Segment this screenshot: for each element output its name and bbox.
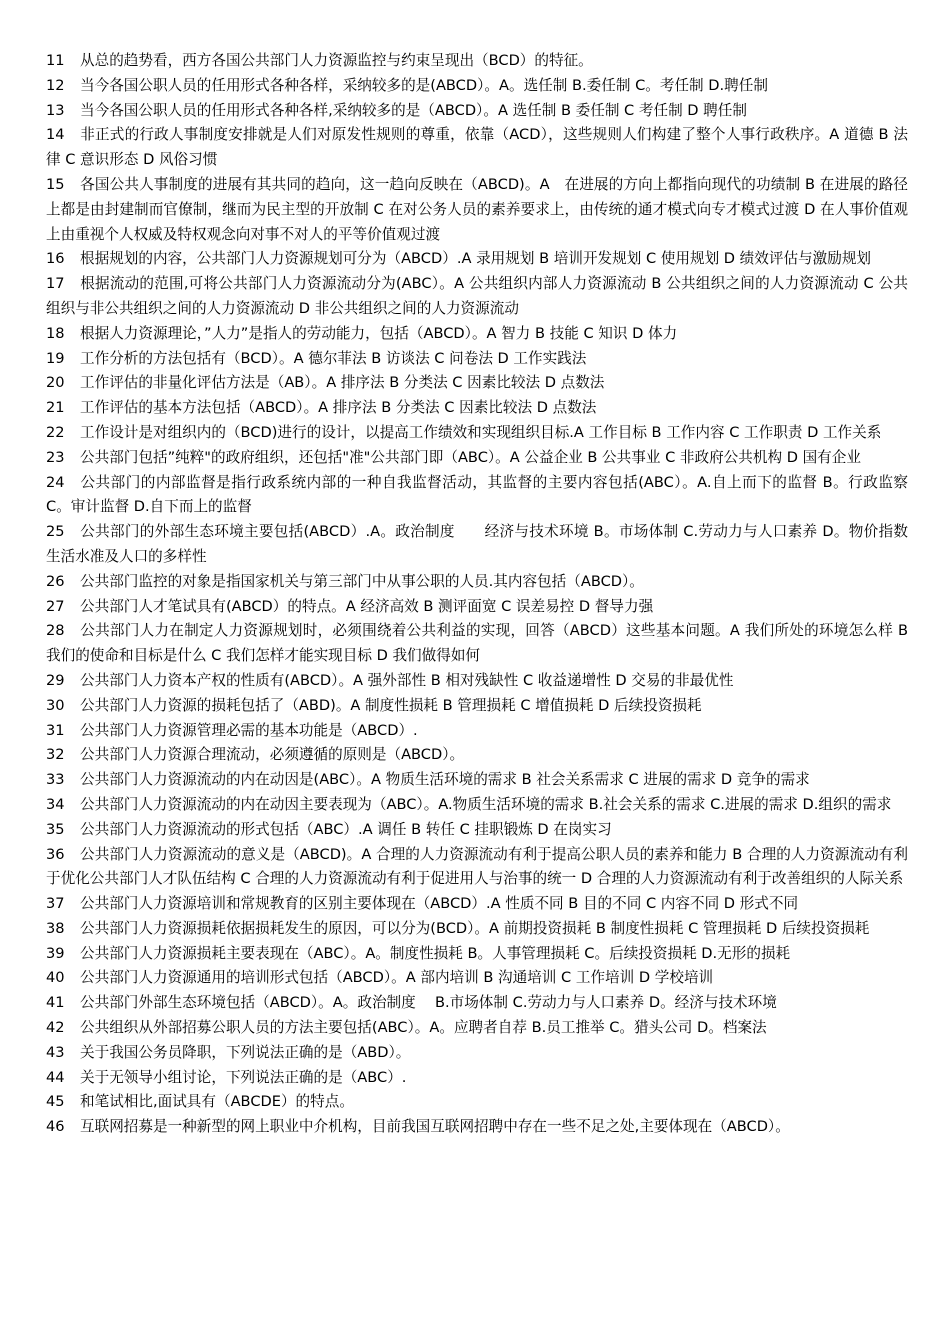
question-text: 公共部门的外部生态环境主要包括(ABCD）.A。政治制度 经济与技术环境 B。市场体制 C.劳动力与人口素养 D。物价指数 生活水准及人口的多样性 [46, 523, 908, 565]
question-item [46, 1016, 908, 1041]
question-item [46, 669, 908, 694]
question-text: 工作分析的方法包括有（BCD）。A 德尔菲法 B 访谈法 C 问卷法 D 工作实践法 [80, 349, 587, 367]
question-text: 公共部门人力资源流动的形式包括（ABC）.A 调任 B 转任 C 挂职锻炼 D 在岗实习 [80, 820, 612, 838]
question-number: 44 [46, 1068, 65, 1086]
question-item [46, 768, 908, 793]
question-text: 公共部门人力资源培训和常规教育的区别主要体现在（ABCD）.A 性质不同 B 目的不同 C 内容不同 D 形式不同 [80, 895, 799, 913]
question-text: 互联网招募是一种新型的网上职业中介机构，目前我国互联网招聘中存在一些不足之处,主要体现在（ABCD）。 [80, 1118, 790, 1136]
question-text: 公共部门人力资源合理流动，必须遵循的原则是（ABCD）。 [80, 746, 465, 764]
question-text: 根据人力资源理论，”人力”是指人的劳动能力，包括（ABCD）。A 智力 B 技能 C 知识 D 体力 [80, 324, 678, 342]
question-text: 工作评估的基本方法包括（ABCD）。A 排序法 B 分类法 C 因素比较法 D 点数法 [80, 399, 597, 417]
question-text: 公共部门人力资源流动的内在动因是(ABC）。A 物质生活环境的需求 B 社会关系需求 C 进展的需求 D 竞争的需求 [80, 771, 810, 789]
question-text: 关于我国公务员降职，下列说法正确的是（ABD）。 [80, 1043, 411, 1061]
question-number: 29 [46, 671, 65, 689]
question-text: 当今各国公职人员的任用形式各种各样，采纳较多的是(ABCD）。A。选任制 B.委任制 C。考任制 D.聘任制 [80, 76, 768, 94]
question-item [46, 347, 908, 372]
question-text: 公共部门人才笔试具有(ABCD）的特点。A 经济高效 B 测评面宽 C 误差易控 D 督导力强 [80, 597, 654, 615]
question-number: 43 [46, 1043, 65, 1061]
question-item [46, 917, 908, 942]
question-number: 34 [46, 795, 65, 813]
question-text: 公共部门人力资本产权的性质有(ABCD）。A 强外部性 B 相对残缺性 C 收益递增性 D 交易的非最优性 [80, 671, 734, 689]
question-number: 11 [46, 52, 65, 69]
question-number: 30 [46, 696, 65, 714]
question-item [46, 99, 908, 124]
question-list [46, 49, 908, 1140]
question-text: 公共组织从外部招募公职人员的方法主要包括(ABC）。A。应聘者自荐 B.员工推举 C。猎头公司 D。档案法 [80, 1019, 767, 1037]
question-item [46, 247, 908, 272]
question-item [46, 619, 908, 669]
question-item [46, 892, 908, 917]
question-item [46, 942, 908, 967]
question-text: 和笔试相比,面试具有（ABCDE）的特点。 [80, 1093, 354, 1111]
question-number: 22 [46, 423, 65, 441]
question-text: 公共部门人力资源的损耗包括了（ABD)。A 制度性损耗 B 管理损耗 C 增值损耗 D 后续投资损耗 [80, 696, 702, 714]
question-item [46, 123, 908, 173]
question-number: 35 [46, 820, 65, 838]
question-number: 23 [46, 448, 65, 466]
question-item [46, 966, 908, 991]
question-text: 非正式的行政人事制度安排就是人们对原发性规则的尊重，依靠（ACD），这些规则人们构建了整个人事行政秩序。A 道德 B 法律 C 意识形态 D 风俗习惯 [46, 126, 908, 169]
question-number: 36 [46, 845, 65, 863]
question-item [46, 743, 908, 768]
question-text: 各国公共人事制度的进展有其共同的趋向，这一趋向反映在（ABCD)。A 在进展的方向上都指向现代的功绩制 B 在进展的路径上都是由封建制而官僚制，继而为民主型的开放制 C 在对公务人员的素养要求上，由传统的通才模式向专才模式过渡 D 在人事价值观上由重视个人权威及特权观念向对事不对人的平等价值观过渡 [46, 175, 908, 243]
question-item [46, 793, 908, 818]
question-number: 13 [46, 101, 65, 119]
question-text: 公共部门包括”纯粹"的政府组织，还包括"准"公共部门即（ABC）。A 公益企业 B 公共事业 C 非政府公共机构 D 国有企业 [80, 448, 861, 466]
question-item [46, 322, 908, 347]
question-text: 公共部门人力资源管理必需的基本功能是（ABCD）. [80, 721, 418, 739]
question-number: 41 [46, 994, 65, 1012]
question-item [46, 843, 908, 893]
question-number: 28 [46, 622, 65, 640]
question-item [46, 520, 908, 570]
question-number: 42 [46, 1019, 65, 1037]
question-item [46, 371, 908, 396]
question-text: 关于无领导小组讨论，下列说法正确的是（ABC）. [80, 1068, 407, 1086]
question-item [46, 446, 908, 471]
question-item [46, 173, 908, 247]
question-item [46, 1066, 908, 1091]
question-item [46, 694, 908, 719]
question-text: 从总的趋势看，西方各国公共部门人力资源监控与约束呈现出（BCD）的特征。 [80, 52, 593, 69]
question-number: 17 [46, 275, 65, 293]
question-number: 18 [46, 324, 65, 342]
question-number: 32 [46, 746, 65, 764]
question-number: 38 [46, 919, 65, 937]
question-number: 15 [46, 175, 65, 193]
question-item [46, 719, 908, 744]
question-number: 45 [46, 1093, 65, 1111]
question-text: 公共部门的内部监督是指行政系统内部的一种自我监督活动，其监督的主要内容包括(ABC）。A.自上而下的监督 B。行政监察 C。审计监督 D.自下而上的监督 [46, 473, 908, 516]
question-text: 公共部门人力资源通用的培训形式包括（ABCD）。A 部内培训 B 沟通培训 C 工作培训 D 学校培训 [80, 969, 714, 987]
question-number: 37 [46, 895, 65, 913]
question-number: 12 [46, 76, 65, 94]
question-item [46, 396, 908, 421]
question-number: 31 [46, 721, 65, 739]
question-item [46, 818, 908, 843]
question-item [46, 421, 908, 446]
question-number: 24 [46, 473, 65, 491]
question-item [46, 471, 908, 521]
question-text: 公共部门人力资源流动的意义是（ABCD)。A 合理的人力资源流动有利于提高公职人员的素养和能力 B 合理的人力资源流动有利于优化公共部门人才队伍结构 C 合理的人力资源流动有利于促进用人与治事的统一 D 合理的人力资源流动有利于改善组织的人际关系 [46, 845, 908, 888]
question-number: 20 [46, 374, 65, 392]
question-item [46, 595, 908, 620]
question-text: 当今各国公职人员的任用形式各种各样,采纳较多的是（ABCD）。A 选任制 B 委任制 C 考任制 D 聘任制 [80, 101, 747, 119]
question-item [46, 1115, 908, 1140]
question-item [46, 1090, 908, 1115]
question-number: 46 [46, 1118, 65, 1136]
question-number: 26 [46, 572, 65, 590]
question-item [46, 272, 908, 322]
question-text: 公共部门监控的对象是指国家机关与第三部门中从事公职的人员.其内容包括（ABCD）。 [80, 572, 644, 590]
question-number: 33 [46, 771, 65, 789]
question-number: 21 [46, 399, 65, 417]
question-item [46, 1041, 908, 1066]
question-text: 工作设计是对组织内的（BCD)进行的设计，以提高工作绩效和实现组织目标.A 工作目标 B 工作内容 C 工作职责 D 工作关系 [80, 423, 882, 441]
question-text: 公共部门外部生态环境包括（ABCD）。A。政治制度 B.市场体制 C.劳动力与人口素养 D。经济与技术环境 [80, 994, 777, 1012]
question-number: 19 [46, 349, 65, 367]
question-text: 根据规划的内容，公共部门人力资源规划可分为（ABCD）.A 录用规划 B 培训开发规划 C 使用规划 D 绩效评估与激励规划 [80, 250, 872, 268]
question-item [46, 74, 908, 99]
question-number: 14 [46, 126, 65, 144]
question-text: 公共部门人力资源流动的内在动因主要表现为（ABC）。A.物质生活环境的需求 B.社会关系的需求 C.进展的需求 D.组织的需求 [80, 795, 892, 813]
question-text: 公共部门人力资源损耗主要表现在（ABC）。A。制度性损耗 B。人事管理损耗 C。后续投资损耗 D.无形的损耗 [80, 944, 791, 962]
question-number: 25 [46, 523, 65, 541]
question-number: 16 [46, 250, 65, 268]
question-text: 工作评估的非量化评估方法是（AB）。A 排序法 B 分类法 C 因素比较法 D 点数法 [80, 374, 605, 392]
question-item [46, 991, 908, 1016]
question-number: 27 [46, 597, 65, 615]
question-number: 39 [46, 944, 65, 962]
question-text: 公共部门人力资源损耗依据损耗发生的原因，可以分为(BCD）。A 前期投资损耗 B 制度性损耗 C 管理损耗 D 后续投资损耗 [80, 919, 870, 937]
question-text: 根据流动的范围,可将公共部门人力资源流动分为(ABC）。A 公共组织内部人力资源流动 B 公共组织之间的人力资源流动 C 公共组织与非公共组织之间的人力资源流动 D 非公共组织之间的人力资源流动 [46, 275, 908, 317]
question-number: 40 [46, 969, 65, 987]
question-item [46, 49, 908, 74]
question-item [46, 570, 908, 595]
question-text: 公共部门人力在制定人力资源规划时，必须围绕着公共利益的实现，回答（ABCD）这些基本问题。A 我们所处的环境怎么样 B 我们的使命和目标是什么 C 我们怎样才能实现目标 D 我们做得如何 [46, 622, 908, 665]
